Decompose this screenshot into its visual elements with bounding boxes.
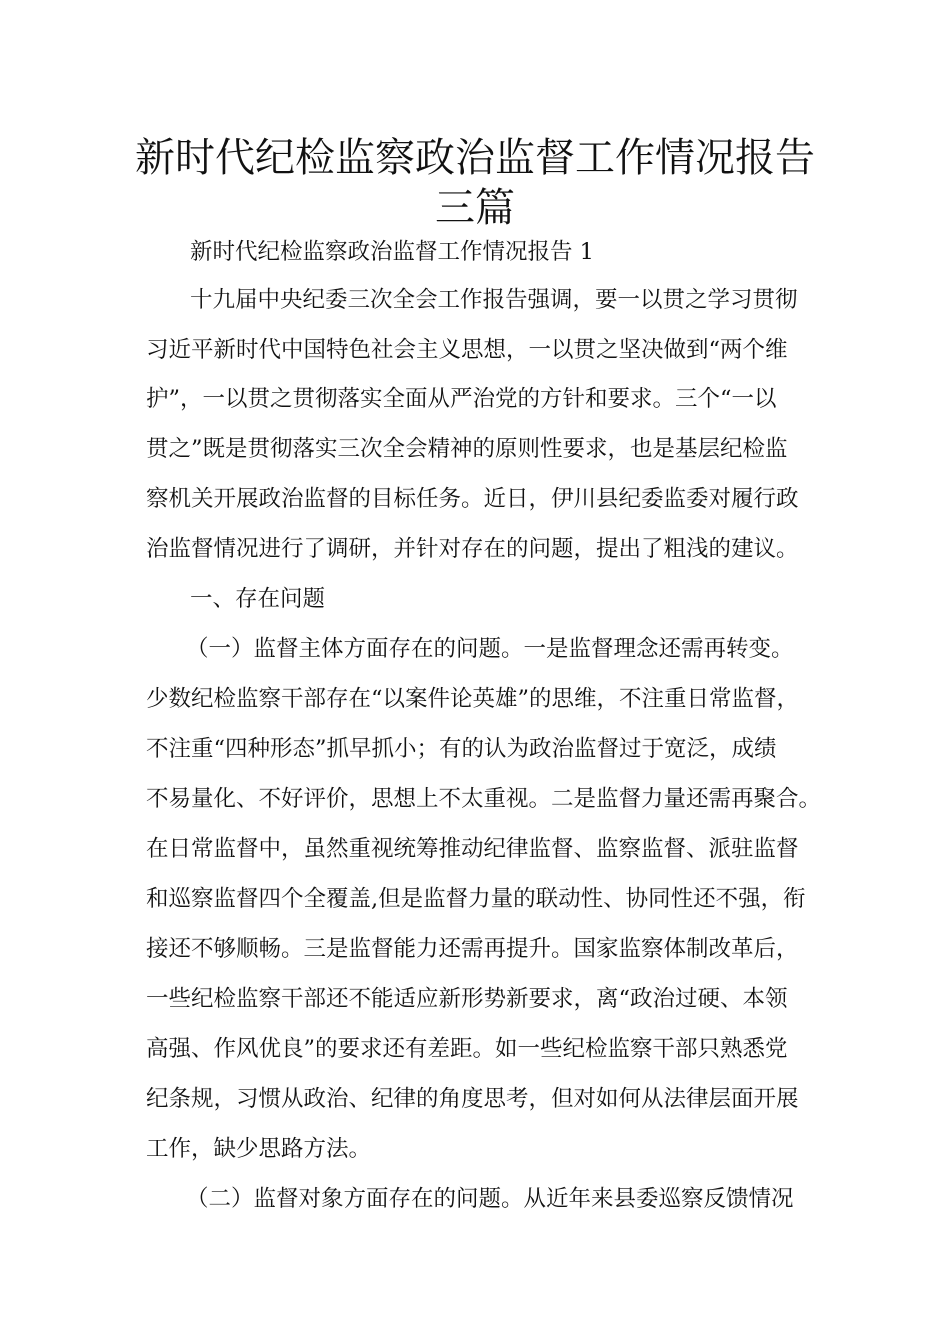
section-heading: 一、存在问题 bbox=[190, 586, 326, 612]
paragraph-line: 工作，缺少思路方法。 bbox=[146, 1136, 372, 1162]
paragraph-line: 习近平新时代中国特色社会主义思想，一以贯之坚决做到“两个维 bbox=[146, 337, 788, 363]
paragraph-line: 接还不够顺畅。三是监督能力还需再提升。国家监察体制改革后， bbox=[146, 936, 799, 962]
paragraph-line: （一）监督主体方面存在的问题。一是监督理念还需再转变。 bbox=[186, 636, 794, 662]
document-title-line-2: 三篇 bbox=[435, 185, 515, 231]
paragraph-line: 贯之”既是贯彻落实三次全会精神的原则性要求，也是基层纪检监 bbox=[146, 436, 788, 462]
paragraph-line: （二）监督对象方面存在的问题。从近年来县委巡察反馈情况 bbox=[186, 1186, 794, 1212]
paragraph-line: 一些纪检监察干部还不能适应新形势新要求，离“政治过硬、本领 bbox=[146, 986, 788, 1012]
paragraph-line: 察机关开展政治监督的目标任务。近日，伊川县纪委监委对履行政 bbox=[146, 486, 799, 512]
paragraph-line: 十九届中央纪委三次全会工作报告强调，要一以贯之学习贯彻 bbox=[190, 287, 798, 313]
paragraph-line: 不注重“四种形态”抓早抓小；有的认为政治监督过于宽泛，成绩 bbox=[146, 736, 777, 762]
document-subtitle: 新时代纪检监察政治监督工作情况报告 1 bbox=[190, 239, 594, 265]
paragraph-line: 高强、作风优良”的要求还有差距。如一些纪检监察干部只熟悉党 bbox=[146, 1036, 788, 1062]
paragraph-line: 治监督情况进行了调研，并针对存在的问题，提出了粗浅的建议。 bbox=[146, 536, 799, 562]
paragraph-line: 和巡察监督四个全覆盖,但是监督力量的联动性、协同性还不强，衔 bbox=[146, 886, 806, 912]
document-title-line-1: 新时代纪检监察政治监督工作情况报告 bbox=[135, 135, 815, 181]
paragraph-line: 在日常监督中，虽然重视统筹推动纪律监督、监察监督、派驻监督 bbox=[146, 836, 799, 862]
paragraph-line: 不易量化、不好评价，思想上不太重视。二是监督力量还需再聚合。 bbox=[146, 786, 822, 812]
paragraph-line: 纪条规，习惯从政治、纪律的角度思考，但对如何从法律层面开展 bbox=[146, 1086, 799, 1112]
paragraph-line: 护”，一以贯之贯彻落实全面从严治党的方针和要求。三个“一以 bbox=[146, 386, 777, 412]
paragraph-line: 少数纪检监察干部存在“以案件论英雄”的思维，不注重日常监督， bbox=[146, 686, 800, 712]
